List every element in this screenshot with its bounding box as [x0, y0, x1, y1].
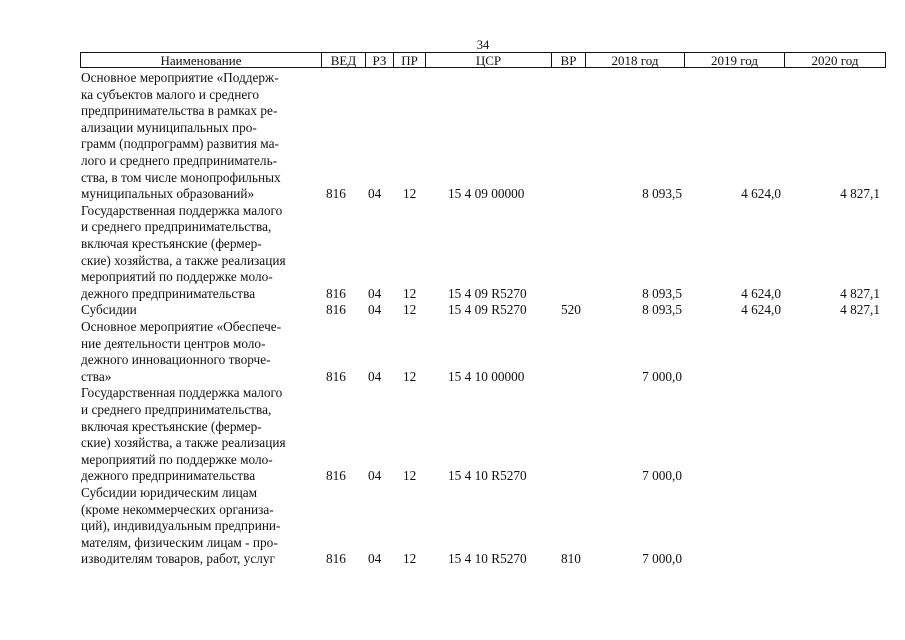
row-pr: 12: [403, 186, 417, 202]
row-name-line: Субсидии: [81, 302, 137, 318]
row-csr: 15 4 10 R5270: [448, 551, 527, 567]
row-name-line: и среднего предпринимательства,: [81, 219, 272, 235]
row-name-line: включая крестьянские (фермер-: [81, 418, 262, 434]
row-vr: 520: [561, 302, 581, 318]
row-name-line: изводителям товаров, работ, услуг: [81, 551, 275, 567]
header-rz: РЗ: [365, 53, 393, 67]
row-vr: 810: [561, 551, 581, 567]
row-pr: 12: [403, 285, 417, 301]
row-rz: 04: [368, 186, 382, 202]
row-y2020: 4 827,1: [840, 285, 880, 301]
row-csr: 15 4 09 R5270: [448, 285, 527, 301]
row-ved: 816: [326, 186, 346, 202]
row-name-line: ские) хозяйства, а также реализация: [81, 252, 286, 268]
row-name-line: и среднего предпринимательства,: [81, 401, 272, 417]
row-pr: 12: [403, 468, 417, 484]
row-csr: 15 4 10 00000: [448, 368, 525, 384]
row-name-line: дежного предпринимательства: [81, 285, 256, 301]
row-ved: 816: [326, 302, 346, 318]
row-name-line: Основное мероприятие «Обеспече-: [81, 319, 282, 334]
row-rz: 04: [368, 368, 382, 384]
row-name: [81, 385, 286, 485]
row-ved: 816: [326, 368, 346, 384]
row-name-line: (кроме некоммерческих организа-: [81, 501, 274, 517]
table-row: [0, 485, 905, 568]
row-name: [81, 203, 286, 303]
row-y2020: 4 827,1: [840, 302, 880, 318]
header-vr: ВР: [551, 53, 585, 67]
row-pr: 12: [403, 368, 417, 384]
header-csr: ЦСР: [425, 53, 551, 67]
row-y2018: 7 000,0: [642, 368, 682, 384]
header-pr: ПР: [393, 53, 425, 67]
row-pr: 12: [403, 551, 417, 567]
row-name-line: мероприятий по поддержке моло-: [81, 451, 273, 467]
row-name: [81, 70, 281, 203]
row-name-line: ка субъектов малого и среднего: [81, 86, 260, 102]
row-csr: 15 4 09 R5270: [448, 302, 527, 318]
row-y2018: 8 093,5: [642, 285, 682, 301]
row-name-line: включая крестьянские (фермер-: [81, 235, 262, 251]
header-ved: ВЕД: [321, 53, 365, 67]
row-rz: 04: [368, 468, 382, 484]
row-y2019: 4 624,0: [741, 186, 781, 202]
row-name-line: ства»: [81, 368, 112, 384]
table-row: [0, 385, 905, 485]
row-y2018: 7 000,0: [642, 551, 682, 567]
header-name: Наименование: [160, 53, 242, 68]
row-name-line: Основное мероприятие «Поддерж-: [81, 70, 279, 85]
row-csr: 15 4 09 00000: [448, 186, 525, 202]
row-name: [81, 302, 137, 319]
row-name-line: муниципальных образований»: [81, 186, 255, 202]
row-rz: 04: [368, 285, 382, 301]
row-name-line: предпринимательства в рамках ре-: [81, 103, 278, 119]
row-y2018: 8 093,5: [642, 186, 682, 202]
row-y2019: 4 624,0: [741, 285, 781, 301]
table-row: [0, 302, 905, 319]
row-csr: 15 4 10 R5270: [448, 468, 527, 484]
row-name-line: дежного инновационного творче-: [81, 352, 271, 368]
row-name: [81, 319, 281, 385]
header-2019: 2019 год: [684, 53, 784, 67]
row-rz: 04: [368, 551, 382, 567]
row-name-line: грамм (подпрограмм) развития ма-: [81, 136, 279, 152]
row-y2020: 4 827,1: [840, 186, 880, 202]
row-name-line: Государственная поддержка малого: [81, 385, 283, 401]
row-pr: 12: [403, 302, 417, 318]
row-name-line: Государственная поддержка малого: [81, 202, 283, 218]
row-name-line: дежного предпринимательства: [81, 468, 256, 484]
page-number: 34: [476, 38, 490, 52]
row-ved: 816: [326, 285, 346, 301]
row-y2018: 8 093,5: [642, 302, 682, 318]
header-2020: 2020 год: [784, 53, 885, 67]
row-y2019: 4 624,0: [741, 302, 781, 318]
row-name-line: Субсидии юридическим лицам: [81, 485, 258, 500]
row-name: [81, 485, 280, 568]
row-name-line: ства, в том числе монопрофильных: [81, 169, 281, 185]
table-row: [0, 319, 905, 385]
row-rz: 04: [368, 302, 382, 318]
table-row: [0, 203, 905, 303]
row-ved: 816: [326, 468, 346, 484]
row-name-line: ские) хозяйства, а также реализация: [81, 435, 286, 451]
row-name-line: мателям, физическим лицам - про-: [81, 534, 278, 550]
row-ved: 816: [326, 551, 346, 567]
row-name-line: мероприятий по поддержке моло-: [81, 269, 273, 285]
row-y2018: 7 000,0: [642, 468, 682, 484]
header-2018: 2018 год: [585, 53, 684, 67]
row-name-line: ние деятельности центров моло-: [81, 335, 266, 351]
row-name-line: лого и среднего предприниматель-: [81, 152, 278, 168]
table-header: [80, 52, 886, 68]
row-name-line: ций), индивидуальным предприни-: [81, 518, 281, 534]
row-name-line: ализации муниципальных про-: [81, 119, 257, 135]
table-row: [0, 70, 905, 203]
